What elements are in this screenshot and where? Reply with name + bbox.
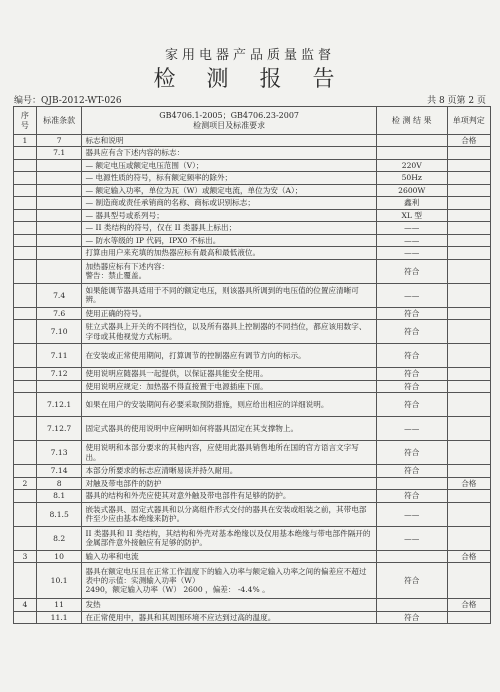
row-clause: 8 (36, 477, 82, 489)
row-seq (14, 417, 37, 441)
row-clause (36, 159, 82, 171)
table-row (14, 147, 491, 159)
table-row (14, 550, 491, 562)
row-seq (14, 247, 37, 259)
row-item: 打算由用户来充填的加热器应标有最高和最低液位。 (82, 247, 376, 259)
row-verdict: 合格 (447, 477, 490, 489)
row-verdict (447, 159, 490, 171)
row-result: —— (376, 417, 447, 441)
table-row (14, 441, 491, 465)
row-verdict (447, 172, 490, 184)
row-clause: 7.11 (36, 344, 82, 368)
row-verdict (447, 147, 490, 159)
row-result: 符合 (376, 490, 447, 502)
row-verdict (447, 502, 490, 526)
row-result: 2600W (376, 184, 447, 196)
row-verdict (447, 465, 490, 477)
row-item: — 电源性质的符号，标有额定频率的除外； (82, 172, 376, 184)
row-result: 符合 (376, 344, 447, 368)
row-item: 嵌装式器具、固定式器具和以分离组件形式交付的器具在安装或组装之前，其带电部件至少应由基本绝缘来防护。 (82, 502, 376, 526)
header-result: 检 测 结 果 (376, 107, 447, 135)
row-verdict: 合格 (447, 550, 490, 562)
row-result: 符合 (376, 380, 447, 392)
row-clause: 7.4 (36, 283, 82, 307)
table-row (14, 477, 491, 489)
table-row (14, 184, 491, 196)
row-result (376, 147, 447, 159)
row-result (376, 550, 447, 562)
header-verdict: 单项判定 (447, 107, 490, 135)
row-seq (14, 380, 37, 392)
report-subtitle: 家用电器产品质量监督 (164, 48, 335, 63)
row-clause: 7.10 (36, 320, 82, 344)
row-item: 固定式器具的使用说明中应阐明如何将器具固定在其支撑物上。 (82, 417, 376, 441)
table-row (14, 380, 491, 392)
row-result: —— (376, 247, 447, 259)
table-row (14, 234, 491, 246)
row-verdict (447, 393, 490, 417)
row-item: 本部分所要求的标志应清晰易读并持久耐用。 (82, 465, 376, 477)
row-result: 符合 (376, 393, 447, 417)
row-seq (14, 184, 37, 196)
row-result: —— (376, 502, 447, 526)
row-item: 器具应有含下述内容的标志： (82, 147, 376, 159)
row-seq (14, 393, 37, 417)
row-result: —— (376, 222, 447, 234)
row-clause: 11.1 (36, 611, 82, 623)
row-clause (36, 209, 82, 221)
row-seq (14, 159, 37, 171)
row-result: 鑫利 (376, 197, 447, 209)
row-clause: 7.12.1 (36, 393, 82, 417)
row-item: 在正常使用中，器具和其周围环境不应达到过高的温度。 (82, 611, 376, 623)
row-result: —— (376, 283, 447, 307)
row-clause: 7.13 (36, 441, 82, 465)
row-result: 符合 (376, 465, 447, 477)
row-seq: 3 (14, 550, 37, 562)
row-item: 标志和说明 (82, 135, 376, 147)
row-item: II 类器具和 II 类结构，其结构和外壳对基本绝缘以及仅用基本绝缘与带电部件隔开的金属部件意外接触应有足够的防护。 (82, 526, 376, 550)
table-body (14, 135, 491, 624)
row-verdict (447, 283, 490, 307)
header-item (82, 107, 376, 135)
table-row (14, 368, 491, 380)
table-row (14, 259, 491, 283)
row-item: 器具在额定电压且在正常工作温度下的输入功率与额定输入功率之间的偏差应不超过表中的示值：实测输入功率（W） 2490，额定输入功率（W） 2600 ，偏差： -4.4% 。 (82, 563, 376, 599)
row-item: 如果在用户的安装期间有必要采取预防措施，则应给出相应的详细说明。 (82, 393, 376, 417)
row-clause: 11 (36, 599, 82, 611)
row-seq (14, 234, 37, 246)
row-clause (36, 222, 82, 234)
row-verdict (447, 526, 490, 550)
row-item: — 额定输入功率，单位为瓦（W）或额定电流，单位为安（A）； (82, 184, 376, 196)
table-row (14, 209, 491, 221)
table-row (14, 563, 491, 599)
row-clause (36, 259, 82, 283)
row-clause: 8.1 (36, 490, 82, 502)
row-item: 对触及带电部件的防护 (82, 477, 376, 489)
row-item: — 额定电压或额定电压范围（V）； (82, 159, 376, 171)
page-counter: 共 8 页第 2 页 (427, 96, 486, 106)
inspection-table (13, 106, 491, 624)
table-row (14, 135, 491, 147)
row-clause (36, 197, 82, 209)
row-item: — 防水等级的 IP 代码，IPX0 不标出。 (82, 234, 376, 246)
row-seq (14, 172, 37, 184)
header-clause: 标准条款 (36, 107, 82, 135)
row-result: 符合 (376, 307, 447, 319)
row-result: XL 型 (376, 209, 447, 221)
row-clause: 8.1.5 (36, 502, 82, 526)
row-clause: 10 (36, 550, 82, 562)
row-verdict: 合格 (447, 135, 490, 147)
row-seq (14, 563, 37, 599)
table-row (14, 344, 491, 368)
report-number: 编号：QJB-2012-WT-026 (14, 96, 122, 106)
row-clause (36, 234, 82, 246)
row-result: 符合 (376, 320, 447, 344)
row-item: 加热器应标有下述内容： 警告：禁止覆盖。 (82, 259, 376, 283)
row-result: 符合 (376, 611, 447, 623)
row-item: 使用说明应规定：加热器不得直接置于电源插座下面。 (82, 380, 376, 392)
row-result: 符合 (376, 368, 447, 380)
row-seq (14, 209, 37, 221)
row-verdict (447, 417, 490, 441)
table-row (14, 172, 491, 184)
row-verdict (447, 490, 490, 502)
row-clause (36, 247, 82, 259)
row-verdict (447, 368, 490, 380)
row-clause: 7.14 (36, 465, 82, 477)
row-seq (14, 222, 37, 234)
table-row (14, 502, 491, 526)
row-clause: 8.2 (36, 526, 82, 550)
table-row (14, 307, 491, 319)
row-item: 器具的结构和外壳应使其对意外触及带电部件有足够的防护。 (82, 490, 376, 502)
row-verdict (447, 197, 490, 209)
table-row (14, 490, 491, 502)
row-item: — 器具型号或系列号； (82, 209, 376, 221)
row-clause (36, 184, 82, 196)
row-item: 使用说明和本部分要求的其他内容，应使用此器具销售地所在国的官方语言文字写出。 (82, 441, 376, 465)
row-seq (14, 490, 37, 502)
table-row (14, 222, 491, 234)
row-verdict: 合格 (447, 599, 490, 611)
row-seq (14, 320, 37, 344)
row-verdict (447, 222, 490, 234)
row-verdict (447, 234, 490, 246)
row-verdict (447, 247, 490, 259)
row-result: 符合 (376, 259, 447, 283)
row-item: 输入功率和电流 (82, 550, 376, 562)
row-clause: 7.12 (36, 368, 82, 380)
table-row (14, 283, 491, 307)
row-seq (14, 611, 37, 623)
row-verdict (447, 209, 490, 221)
row-verdict (447, 307, 490, 319)
report-title: 检 测 报 告 (153, 67, 347, 92)
header-item-label: 检测项目及标准要求 (193, 120, 266, 130)
row-clause: 7.12.7 (36, 417, 82, 441)
table-row (14, 159, 491, 171)
row-result: 220V (376, 159, 447, 171)
row-item: 发热 (82, 599, 376, 611)
row-seq (14, 197, 37, 209)
row-item: 驻立式器具上开关的不同挡位，以及所有器具上控制器的不同挡位，都应该用数字、字母或其他视觉方式标明。 (82, 320, 376, 344)
row-verdict (447, 320, 490, 344)
row-verdict (447, 380, 490, 392)
row-seq (14, 368, 37, 380)
row-verdict (447, 563, 490, 599)
row-clause: 7.1 (36, 147, 82, 159)
row-result (376, 135, 447, 147)
row-seq: 1 (14, 135, 37, 147)
row-result (376, 477, 447, 489)
header-seq: 序号 (14, 107, 37, 135)
row-seq (14, 526, 37, 550)
header-standard: GB4706.1-2005；GB4706.23-2007 (159, 110, 300, 120)
row-verdict (447, 259, 490, 283)
row-seq: 4 (14, 599, 37, 611)
row-seq (14, 465, 37, 477)
row-clause: 10.1 (36, 563, 82, 599)
row-item: 在安装或正常使用期间，打算调节的控制器应有调节方向的标示。 (82, 344, 376, 368)
row-verdict (447, 344, 490, 368)
row-clause (36, 380, 82, 392)
table-row (14, 526, 491, 550)
table-row (14, 465, 491, 477)
table-row (14, 320, 491, 344)
row-item: 使用说明应随器具一起提供，以保证器具能安全使用。 (82, 368, 376, 380)
row-result: —— (376, 526, 447, 550)
table-row (14, 599, 491, 611)
table-row (14, 247, 491, 259)
row-seq (14, 344, 37, 368)
row-clause: 7.6 (36, 307, 82, 319)
table-row (14, 393, 491, 417)
row-seq (14, 259, 37, 283)
row-seq (14, 283, 37, 307)
row-verdict (447, 184, 490, 196)
row-seq (14, 502, 37, 526)
row-item: 使用正确的符号。 (82, 307, 376, 319)
row-seq: 2 (14, 477, 37, 489)
table-row (14, 197, 491, 209)
table-row (14, 611, 491, 623)
row-seq (14, 147, 37, 159)
row-item: — 制造商或责任承销商的名称、商标或识别标志； (82, 197, 376, 209)
row-result: 符合 (376, 441, 447, 465)
row-result (376, 599, 447, 611)
row-result: 符合 (376, 563, 447, 599)
row-verdict (447, 441, 490, 465)
table-row (14, 417, 491, 441)
row-item: — II 类结构的符号，仅在 II 类器具上标出； (82, 222, 376, 234)
row-clause: 7 (36, 135, 82, 147)
row-verdict (447, 611, 490, 623)
row-result: 50Hz (376, 172, 447, 184)
row-clause (36, 172, 82, 184)
row-result: —— (376, 234, 447, 246)
row-seq (14, 307, 37, 319)
row-seq (14, 441, 37, 465)
row-item: 如果能调节器具适用于不同的额定电压，则该器具所调到的电压值的位置应清晰可辨。 (82, 283, 376, 307)
